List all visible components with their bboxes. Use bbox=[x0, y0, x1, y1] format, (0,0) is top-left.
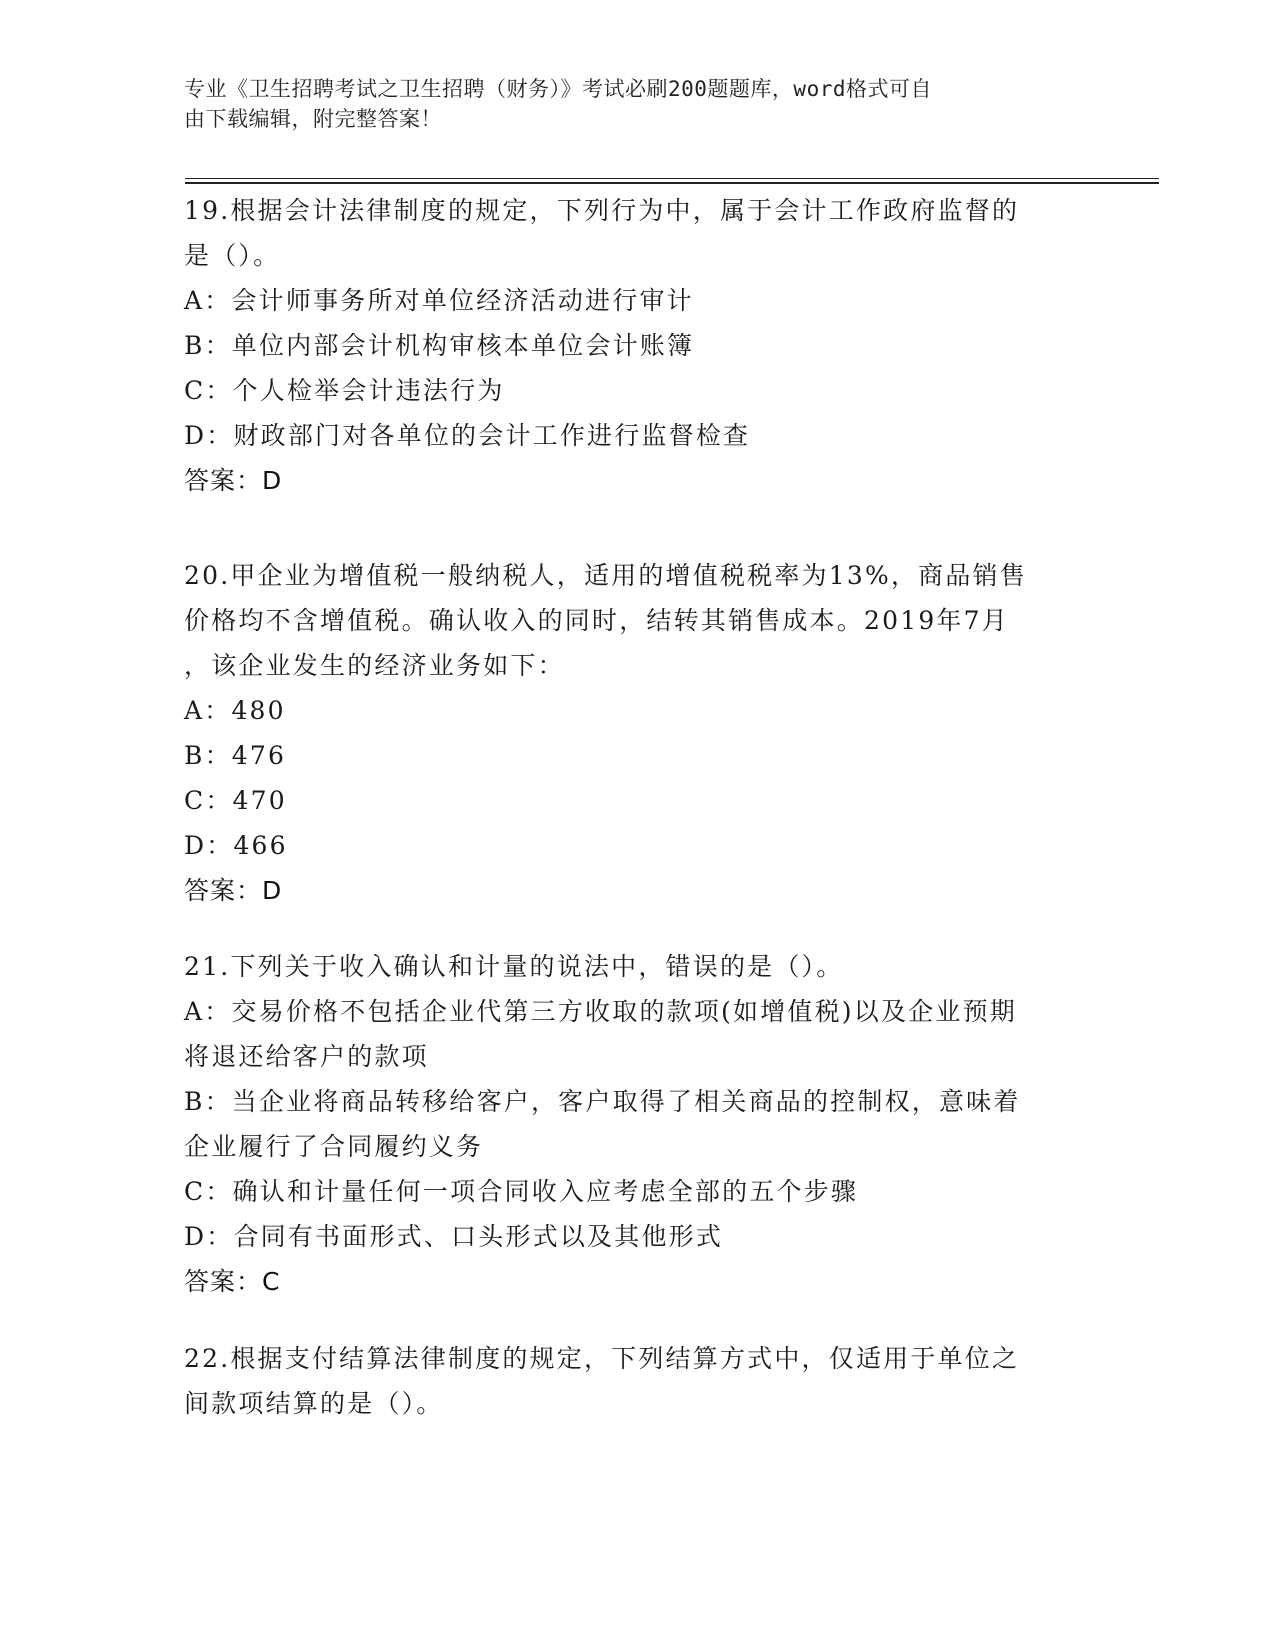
question-stem bbox=[184, 1336, 1084, 1426]
option-c: C：确认和计量任何一项合同收入应考虑全部的五个步骤 bbox=[184, 1177, 859, 1206]
option-a: A：会计师事务所对单位经济活动进行审计 bbox=[184, 286, 694, 315]
answer-line: 答案：D bbox=[184, 466, 283, 495]
question-stem-line: 价格均不含增值税。确认收入的同时，结转其销售成本。2019年7月 bbox=[184, 606, 1009, 635]
question-stem-line: 19.根据会计法律制度的规定，下列行为中，属于会计工作政府监督的 bbox=[184, 196, 1020, 225]
question-stem-line: 22.根据支付结算法律制度的规定，下列结算方式中，仅适用于单位之 bbox=[184, 1344, 1020, 1373]
option-a-continued: 将退还给客户的款项 bbox=[184, 1042, 429, 1071]
option-b: B：单位内部会计机构审核本单位会计账簿 bbox=[184, 331, 695, 360]
header-divider-thin bbox=[185, 178, 1159, 179]
header-note-line-1: 专业《卫生招聘考试之卫生招聘（财务）》考试必刷200题题库，word格式可自 bbox=[184, 77, 932, 101]
question-stem-line: ，该企业发生的经济业务如下： bbox=[184, 651, 565, 680]
option-d: D：466 bbox=[184, 831, 288, 860]
header-note bbox=[184, 74, 1064, 134]
question-stem-line: 20.甲企业为增值税一般纳税人，适用的增值税税率为13%，商品销售 bbox=[184, 561, 1027, 590]
option-b: B：476 bbox=[184, 741, 287, 770]
option-a: A：交易价格不包括企业代第三方收取的款项(如增值税)以及企业预期 bbox=[184, 997, 1017, 1026]
option-c: C：个人检举会计违法行为 bbox=[184, 376, 505, 405]
option-b-continued: 企业履行了合同履约义务 bbox=[184, 1132, 484, 1161]
option-c: C：470 bbox=[184, 786, 287, 815]
question-stem bbox=[184, 188, 1084, 278]
header-note-line-2: 由下载编辑，附完整答案！ bbox=[184, 107, 442, 131]
option-b: B：当企业将商品转移给客户，客户取得了相关商品的控制权，意味着 bbox=[184, 1087, 1021, 1116]
question-stem bbox=[184, 553, 1084, 688]
question-21 bbox=[184, 944, 1084, 1304]
answer-line: 答案：C bbox=[184, 1267, 281, 1296]
question-stem-line: 21.下列关于收入确认和计量的说法中，错误的是（）。 bbox=[184, 952, 844, 981]
option-a: A：480 bbox=[184, 696, 286, 725]
option-d: D：财政部门对各单位的会计工作进行监督检查 bbox=[184, 421, 751, 450]
question-stem-line: 间款项结算的是（）。 bbox=[184, 1389, 444, 1418]
question-20 bbox=[184, 553, 1084, 913]
question-19 bbox=[184, 188, 1084, 503]
header-divider-thick bbox=[185, 182, 1159, 184]
question-stem bbox=[184, 944, 1084, 989]
option-d: D：合同有书面形式、口头形式以及其他形式 bbox=[184, 1222, 724, 1251]
answer-line: 答案：D bbox=[184, 876, 283, 905]
question-stem-line: 是（）。 bbox=[184, 241, 281, 270]
question-22 bbox=[184, 1336, 1084, 1426]
